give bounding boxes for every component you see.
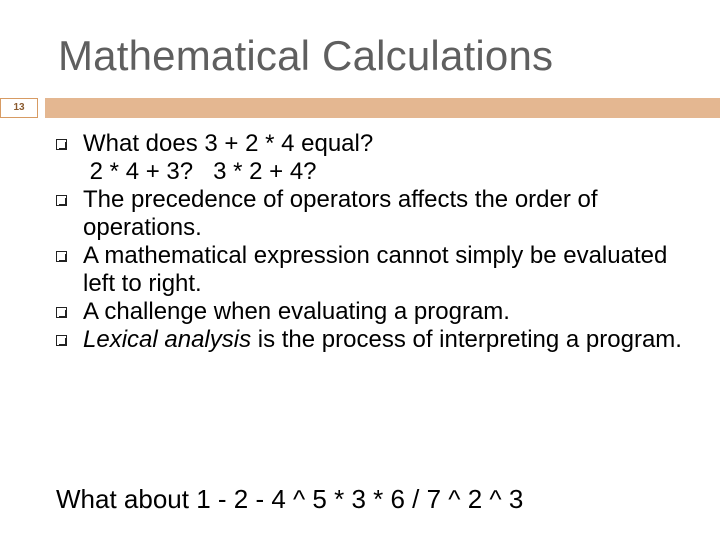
bullet-item xyxy=(56,242,696,298)
bullet-item xyxy=(56,186,696,242)
bullet-text xyxy=(83,326,696,354)
accent-band xyxy=(45,98,720,118)
checkbox-bullet-icon xyxy=(56,307,67,318)
bullet-text: A mathematical expression cannot simply be evaluated left to right. xyxy=(83,242,668,297)
slide-header-bar xyxy=(0,98,720,118)
bullet-text: What does 3 + 2 * 4 equal? xyxy=(83,130,374,157)
bullet-text: A challenge when evaluating a program. xyxy=(83,298,510,325)
bullet-item xyxy=(56,326,696,354)
slide-number: 13 xyxy=(0,98,38,118)
bullet-text-rest: is the process of interpreting a program. xyxy=(251,326,682,353)
checkbox-bullet-icon xyxy=(56,335,67,346)
bullet-italic-term: Lexical analysis xyxy=(83,326,252,353)
bullet-list xyxy=(56,130,696,354)
slide-title: Mathematical Calculations xyxy=(58,32,554,79)
checkbox-bullet-icon xyxy=(56,251,67,262)
bullet-item xyxy=(56,298,696,326)
bullet-subline: 2 * 4 + 3? 3 * 2 + 4? xyxy=(83,158,317,185)
footer-question: What about 1 - 2 - 4 ^ 5 * 3 * 6 / 7 ^ 2 ^ 3 xyxy=(56,484,524,514)
checkbox-bullet-icon xyxy=(56,195,67,206)
bullet-text: The precedence of operators affects the order of operations. xyxy=(83,186,598,241)
bullet-item xyxy=(56,130,696,186)
checkbox-bullet-icon xyxy=(56,139,67,150)
